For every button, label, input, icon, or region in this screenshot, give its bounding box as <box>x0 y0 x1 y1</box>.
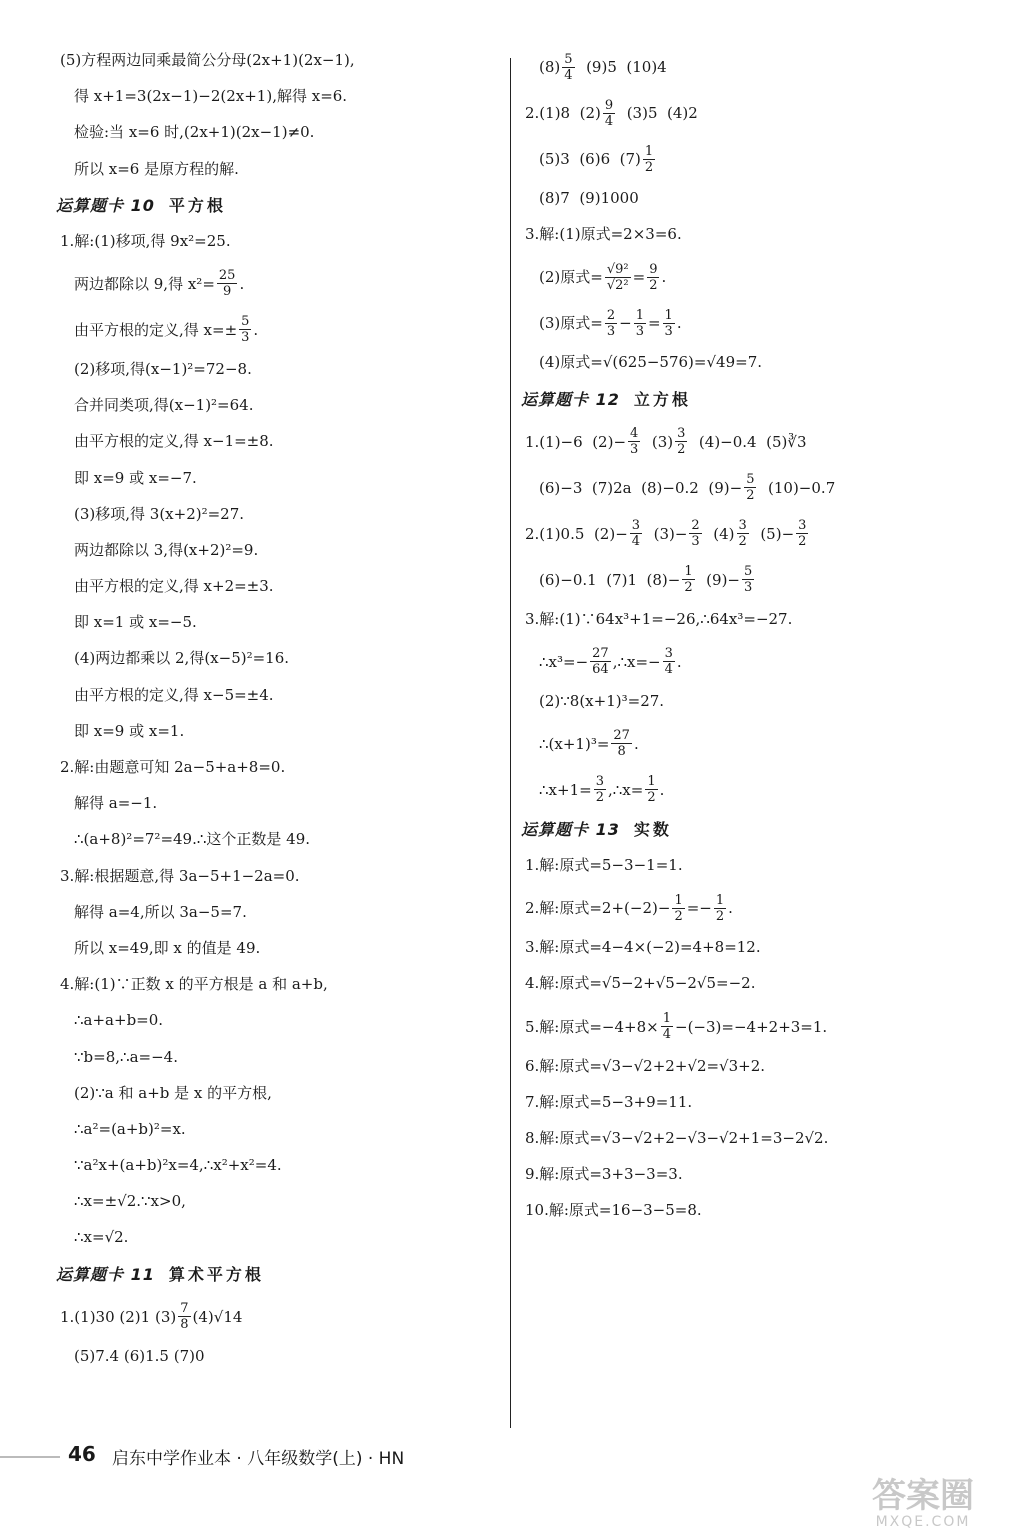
math-line: ∴x³=− $\frac{27}{64}$ ,∴x=− $\frac{3}{4}$ . <box>539 646 682 678</box>
fraction: $\frac{27}{8}$ <box>613 728 630 760</box>
fraction: $\frac{5}{4}$ <box>564 51 573 83</box>
column-divider <box>510 58 511 1428</box>
text-line: (3)移项,得 3(x+2)²=27. <box>74 504 245 523</box>
fraction: $\frac{1}{2}$ <box>644 143 654 175</box>
text-line: 合并同类项,得(x−1)²=64. <box>74 396 254 415</box>
math-line: 5.解:原式=−4+8× $\frac{1}{4}$ −(−3)=−4+2+3=1. <box>525 1011 828 1042</box>
math-line: 2.(1)0.5 (2)− $\frac{3}{4}$ (3)− $\frac{2}{3}$ (4) $\frac{3}{2}$ (5)− $\frac{3}{2}$ <box>525 518 807 550</box>
fraction: $\frac{3}{2}$ <box>595 774 604 806</box>
heading-topic: 算术平方根 <box>168 1264 264 1284</box>
fraction: $\frac{1}{2}$ <box>715 892 725 924</box>
text-line: ∴a+a+b=0. <box>74 1011 164 1030</box>
text-line: 所以 x=6 是原方程的解. <box>74 159 239 178</box>
text-line: 2.解:由题意可知 2a−5+a+8=0. <box>60 758 286 776</box>
fraction: $\frac{2}{3}$ <box>606 307 616 339</box>
text-line: ∵b=8,∴a=−4. <box>74 1047 178 1066</box>
fraction: $\frac{3}{2}$ <box>738 518 747 550</box>
math-line: ∴x+1= $\frac{3}{2}$ ,∴x= $\frac{1}{2}$ . <box>539 774 665 806</box>
text-line: 1.解:原式=5−3−1=1. <box>525 855 683 874</box>
fraction: $\frac{5}{2}$ <box>746 472 755 504</box>
heading-topic: 平方根 <box>168 195 226 215</box>
text-line: (2)移项,得(x−1)²=72−8. <box>74 359 252 378</box>
fraction: $\frac{9}{2}$ <box>649 261 658 293</box>
fraction: $\frac{1}{2}$ <box>684 564 693 596</box>
section-heading-card13 <box>521 819 995 841</box>
fraction: $\frac{1}{3}$ <box>635 307 644 339</box>
text-line: (4)两边都乘以 2,得(x−5)²=16. <box>74 649 290 668</box>
text-line: 8.解:原式=√3−√2+2−√3−√2+1=3−2√2. <box>525 1128 829 1147</box>
text-line: ∴x=±√2.∵x>0, <box>74 1192 186 1211</box>
section-heading-card12 <box>521 389 995 411</box>
math-line: (5)3 (6)6 (7) $\frac{1}{2}$ <box>539 143 654 175</box>
text-line: 由平方根的定义,得 x−5=±4. <box>74 685 274 704</box>
text-line: 由平方根的定义,得 x+2=±3. <box>74 577 274 596</box>
text-line: 9.解:原式=3+3−3=3. <box>525 1165 683 1184</box>
watermark-text: 答案圈 <box>872 1476 974 1516</box>
fraction: $\frac{25}{9}$ <box>218 268 236 300</box>
text-line: 即 x=9 或 x=1. <box>74 721 185 740</box>
fraction: $\frac{3}{4}$ <box>631 518 641 550</box>
fraction: $\frac{2}{3}$ <box>691 518 700 550</box>
text-line: 解得 a=−1. <box>74 794 158 813</box>
text-line: 由平方根的定义,得 x−1=±8. <box>74 432 274 451</box>
text-line: 3.解:根据题意,得 3a−5+1−2a=0. <box>60 866 300 885</box>
right-column <box>521 50 995 1236</box>
section-heading-card11 <box>56 1264 500 1286</box>
fraction: $\frac{3}{2}$ <box>798 518 807 550</box>
math-line: (3)原式= $\frac{2}{3}$ − $\frac{1}{3}$ = $\frac{1}{3}$ . <box>539 307 682 339</box>
section-heading-card10 <box>56 195 500 217</box>
fraction: $\frac{3}{2}$ <box>677 426 686 458</box>
text-line: 所以 x=49,即 x 的值是 49. <box>74 938 261 957</box>
text-line: 4.解:原式=√5−2+√5−2√5=−2. <box>525 974 756 993</box>
heading-topic: 实数 <box>633 819 672 839</box>
text-line: 3.解:(1)原式=2×3=6. <box>525 225 682 244</box>
fraction: $\frac{3}{4}$ <box>664 646 673 678</box>
text-line: (5)方程两边同乘最简公分母(2x+1)(2x−1), <box>60 51 355 69</box>
text-line: (2)∵a 和 a+b 是 x 的平方根, <box>74 1083 272 1102</box>
text-line: (8)7 (9)1000 <box>539 189 639 207</box>
heading-title: 运算题卡 10 <box>56 195 155 215</box>
text-line: 4.解:(1)∵正数 x 的平方根是 a 和 a+b, <box>60 975 328 994</box>
math-line: 由平方根的定义,得 x=± $\frac{5}{3}$ . <box>74 314 259 346</box>
text-line: 解得 a=4,所以 3a−5=7. <box>74 902 247 921</box>
text-line: (2)∵8(x+1)³=27. <box>539 691 665 710</box>
text-line: 7.解:原式=5−3+9=11. <box>525 1092 693 1111</box>
math-line: 1.(1)−6 (2)− $\frac{4}{3}$ (3) $\frac{3}{2}$ (4)−0.4 (5)∛3 <box>525 426 807 458</box>
fraction: $\frac{7}{8}$ <box>180 1301 189 1333</box>
text-line: 得 x+1=3(2x−1)−2(2x+1),解得 x=6. <box>74 87 348 106</box>
text-line: (5)7.4 (6)1.5 (7)0 <box>74 1346 205 1365</box>
heading-title: 运算题卡 12 <box>521 389 620 409</box>
math-line: ∴(x+1)³= $\frac{27}{8}$ . <box>539 728 639 760</box>
left-column <box>56 50 500 1382</box>
fraction: $\frac{\text{√9²}}{\text{√2²}}$ <box>606 261 629 293</box>
book-title: 启东中学作业本 · 八年级数学(上) · HN <box>112 1449 405 1469</box>
fraction: $\frac{1}{2}$ <box>674 892 683 924</box>
text-line: 即 x=9 或 x=−7. <box>74 468 197 487</box>
text-line: 两边都除以 3,得(x+2)²=9. <box>74 540 259 559</box>
text-line: (4)原式=√(625−576)=√49=7. <box>539 353 763 372</box>
heading-topic: 立方根 <box>633 389 691 409</box>
text-line: 3.解:(1)∵64x³+1=−26,∴64x³=−27. <box>525 609 793 628</box>
fraction: $\frac{1}{2}$ <box>647 774 656 806</box>
text-line: ∴x=√2. <box>74 1228 129 1247</box>
text-line: ∴a²=(a+b)²=x. <box>74 1119 186 1138</box>
math-line: 2.(1)8 (2) $\frac{9}{4}$ (3)5 (4)2 <box>525 97 698 129</box>
footer-rule <box>0 1456 60 1458</box>
fraction: $\frac{5}{3}$ <box>241 314 250 346</box>
text-line: 3.解:原式=4−4×(−2)=4+8=12. <box>525 938 761 957</box>
fraction: $\frac{5}{3}$ <box>744 564 753 596</box>
text-line: 检验:当 x=6 时,(2x+1)(2x−1)≠0. <box>74 123 315 142</box>
math-line: (8) $\frac{5}{4}$ (9)5 (10)4 <box>539 51 667 83</box>
heading-title: 运算题卡 11 <box>56 1264 155 1284</box>
fraction: $\frac{27}{64}$ <box>592 646 609 678</box>
text-line: 10.解:原式=16−3−5=8. <box>525 1201 702 1220</box>
heading-title: 运算题卡 13 <box>521 819 620 839</box>
fraction: $\frac{4}{3}$ <box>630 426 639 458</box>
math-line: (6)−3 (7)2a (8)−0.2 (9)− $\frac{5}{2}$ (10)−0.7 <box>539 472 836 504</box>
fraction: $\frac{1}{4}$ <box>662 1011 672 1042</box>
math-line: 2.解:原式=2+(−2)− $\frac{1}{2}$ =− $\frac{1}{2}$ . <box>525 892 733 924</box>
page-number: 46 <box>68 1442 96 1466</box>
watermark-url: MXQE.COM <box>875 1514 971 1530</box>
math-line: (6)−0.1 (7)1 (8)− $\frac{1}{2}$ (9)− $\frac{5}{3}$ <box>539 564 753 596</box>
math-line: (2)原式= $\frac{\text{√9²}}{\text{√2²}}$ = $\frac{9}{2}$ . <box>539 261 667 293</box>
page-footer <box>0 1440 1013 1480</box>
text-line: 即 x=1 或 x=−5. <box>74 613 197 632</box>
math-line: 两边都除以 9,得 x²= $\frac{25}{9}$ . <box>74 268 245 300</box>
fraction: $\frac{1}{3}$ <box>664 307 673 339</box>
watermark-logo <box>838 1478 1008 1530</box>
text-line: ∵a²x+(a+b)²x=4,∴x²+x²=4. <box>74 1156 282 1175</box>
math-line: 1.(1)30 (2)1 (3) $\frac{7}{8}$ (4)√14 <box>60 1301 243 1333</box>
text-line: ∴(a+8)²=7²=49.∴这个正数是 49. <box>74 830 311 849</box>
text-line: 1.解:(1)移项,得 9x²=25. <box>60 231 231 250</box>
text-line: 6.解:原式=√3−√2+2+√2=√3+2. <box>525 1056 766 1075</box>
fraction: $\frac{9}{4}$ <box>604 97 614 129</box>
